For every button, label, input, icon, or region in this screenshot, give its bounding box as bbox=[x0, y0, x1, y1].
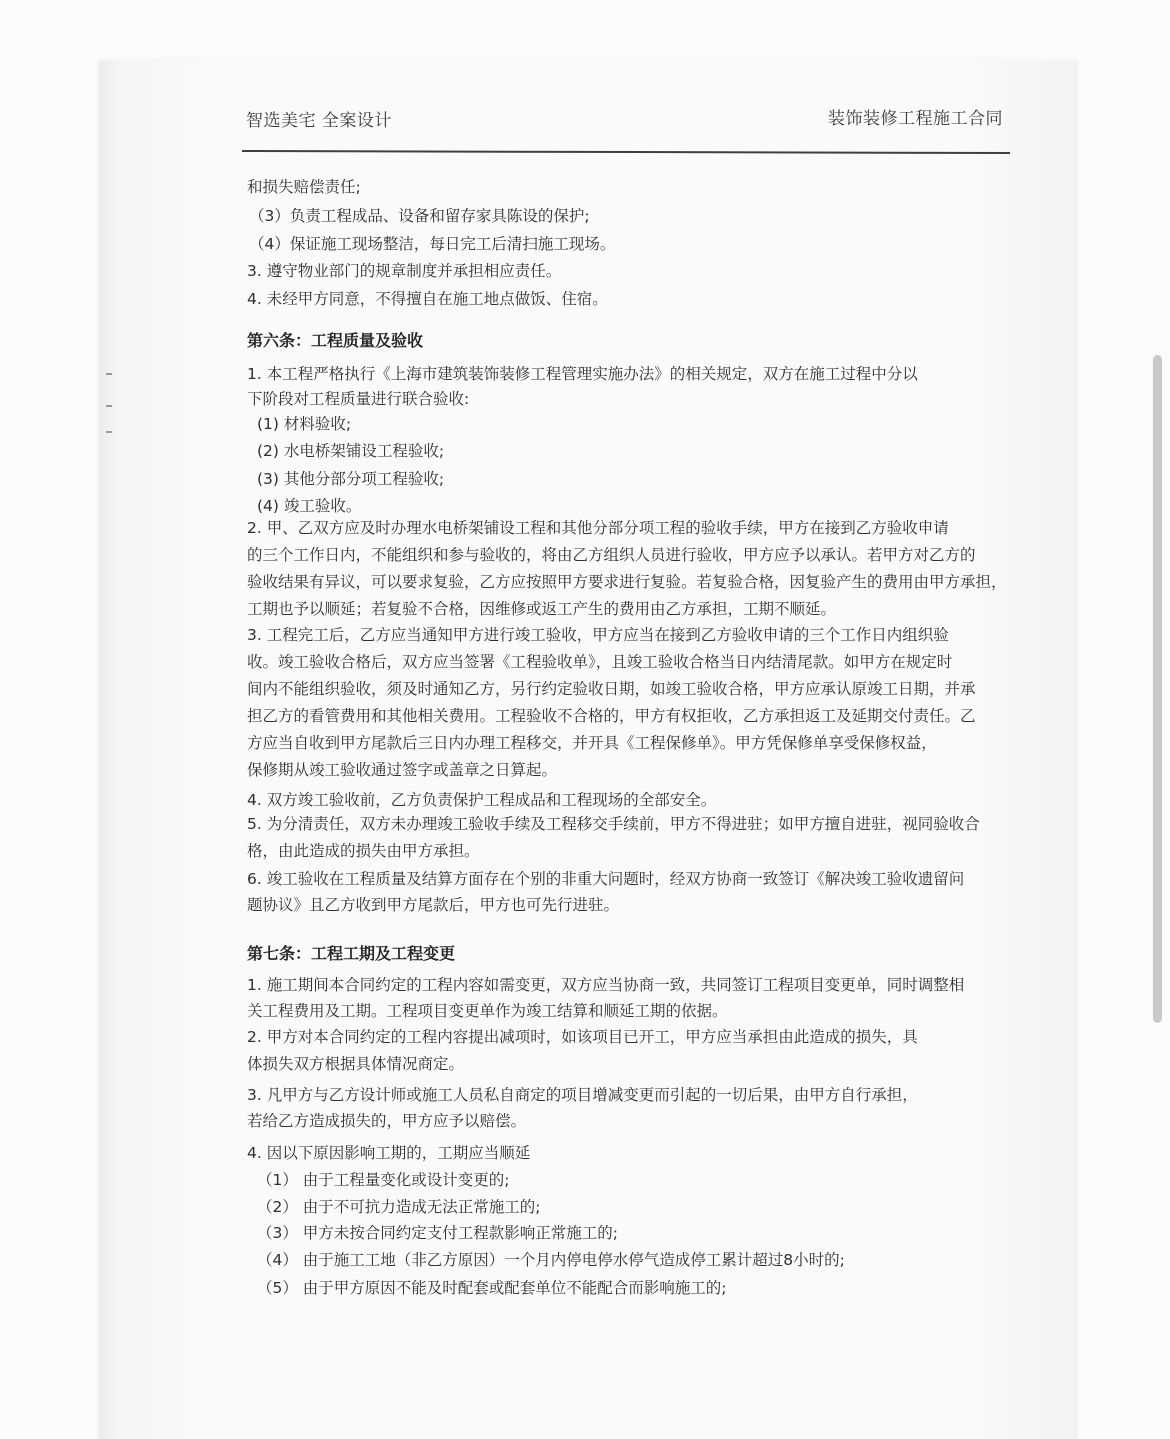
header-company: 智选美宅 全案设计 bbox=[246, 111, 392, 131]
header-document-title: 装饰装修工程施工合同 bbox=[828, 109, 1003, 129]
text-line: 3. 遵守物业部门的规章制度并承担相应责任。 bbox=[247, 262, 562, 280]
text-line: 3. 工程完工后，乙方应当通知甲方进行竣工验收，甲方应当在接到乙方验收申请的三个工作日内组织验 bbox=[247, 626, 949, 644]
text-line: 6. 竣工验收在工程质量及结算方面存在个别的非重大问题时，经双方协商一致签订《解决竣工验收遗留问 bbox=[247, 870, 965, 888]
text-line: 2. 甲方对本合同约定的工程内容提出减项时，如该项目已开工，甲方应当承担由此造成的损失，具 bbox=[247, 1028, 918, 1046]
vertical-scrollbar[interactable] bbox=[1153, 355, 1162, 1023]
list-item: (1) 材料验收; bbox=[257, 415, 352, 433]
binding-mark bbox=[106, 373, 112, 375]
text-line: 关工程费用及工期。工程项目变更单作为竣工结算和顺延工期的依据。 bbox=[247, 1002, 728, 1020]
text-line: 格，由此造成的损失由甲方承担。 bbox=[247, 842, 480, 860]
text-line: 下阶段对工程质量进行联合验收: bbox=[247, 390, 470, 408]
text-line: （3）负责工程成品、设备和留存家具陈设的保护; bbox=[249, 207, 590, 225]
text-line: 间内不能组织验收，须及时通知乙方，另行约定验收日期，如竣工验收合格，甲方应承认原竣工日期，并承 bbox=[247, 680, 976, 698]
list-item: （2） 由于不可抗力造成无法正常施工的; bbox=[257, 1198, 541, 1216]
text-line: 和损失赔偿责任; bbox=[247, 178, 361, 196]
text-line: 工期也予以顺延；若复验不合格，因维修或返工产生的费用由乙方承担，工期不顺延。 bbox=[247, 600, 837, 618]
list-item: (2) 水电桥架铺设工程验收; bbox=[257, 442, 445, 460]
binding-mark bbox=[106, 431, 112, 433]
list-item: （5） 由于甲方原因不能及时配套或配套单位不能配合而影响施工的; bbox=[257, 1279, 727, 1297]
text-line: 的三个工作日内，不能组织和参与验收的，将由乙方组织人员进行验收，甲方应予以承认。若甲方对乙方的 bbox=[247, 546, 976, 564]
text-line: 1. 本工程严格执行《上海市建筑装饰装修工程管理实施办法》的相关规定，双方在施工过程中分以 bbox=[247, 365, 918, 383]
list-item: (4) 竣工验收。 bbox=[257, 497, 362, 515]
section-heading: 第七条：工程工期及工程变更 bbox=[247, 944, 456, 963]
text-line: 若给乙方造成损失的，甲方应予以赔偿。 bbox=[247, 1112, 527, 1130]
text-line: （4）保证施工现场整洁，每日完工后清扫施工现场。 bbox=[249, 235, 616, 253]
text-line: 4. 未经甲方同意，不得擅自在施工地点做饭、住宿。 bbox=[247, 290, 608, 308]
list-item: (3) 其他分部分项工程验收; bbox=[257, 470, 445, 488]
list-item: （4） 由于施工工地（非乙方原因）一个月内停电停水停气造成停工累计超过8小时的; bbox=[257, 1251, 845, 1269]
binding-mark bbox=[106, 405, 112, 407]
text-line: 3. 凡甲方与乙方设计师或施工人员私自商定的项目增减变更而引起的一切后果，由甲方自行承担， bbox=[247, 1086, 918, 1104]
text-line: 方应当自收到甲方尾款后三日内办理工程移交，并开具《工程保修单》。甲方凭保修单享受保修权益， bbox=[247, 734, 937, 752]
text-line: 担乙方的看管费用和其他相关费用。工程验收不合格的，甲方有权拒收，乙方承担返工及延期交付责任。乙 bbox=[247, 707, 976, 725]
text-line: 体损失双方根据具体情况商定。 bbox=[247, 1055, 465, 1073]
text-line: 保修期从竣工验收通过签字或盖章之日算起。 bbox=[247, 761, 558, 779]
text-line: 验收结果有异议，可以要求复验，乙方应按照甲方要求进行复验。若复验合格，因复验产生的费用由甲方承担， bbox=[247, 573, 1007, 591]
text-line: 1. 施工期间本合同约定的工程内容如需变更，双方应当协商一致，共同签订工程项目变更单，同时调整相 bbox=[247, 976, 965, 994]
text-line: 5. 为分清责任，双方未办理竣工验收手续及工程移交手续前，甲方不得进驻；如甲方擅自进驻，视同验收合 bbox=[247, 815, 980, 833]
list-item: （1） 由于工程量变化或设计变更的; bbox=[257, 1171, 510, 1189]
list-item: （3） 甲方未按合同约定支付工程款影响正常施工的; bbox=[257, 1224, 619, 1242]
text-line: 题协议》且乙方收到甲方尾款后，甲方也可先行进驻。 bbox=[247, 896, 620, 914]
text-line: 收。竣工验收合格后，双方应当签署《工程验收单》，且竣工验收合格当日内结清尾款。如甲方在规定时 bbox=[247, 653, 953, 671]
text-line: 4. 因以下原因影响工期的，工期应当顺延 bbox=[247, 1144, 531, 1162]
text-line: 4. 双方竣工验收前，乙方负责保护工程成品和工程现场的全部安全。 bbox=[247, 791, 717, 809]
text-line: 2. 甲、乙双方应及时办理水电桥架铺设工程和其他分部分项工程的验收手续，甲方在接到乙方验收申请 bbox=[247, 519, 949, 537]
section-heading: 第六条：工程质量及验收 bbox=[247, 331, 424, 350]
